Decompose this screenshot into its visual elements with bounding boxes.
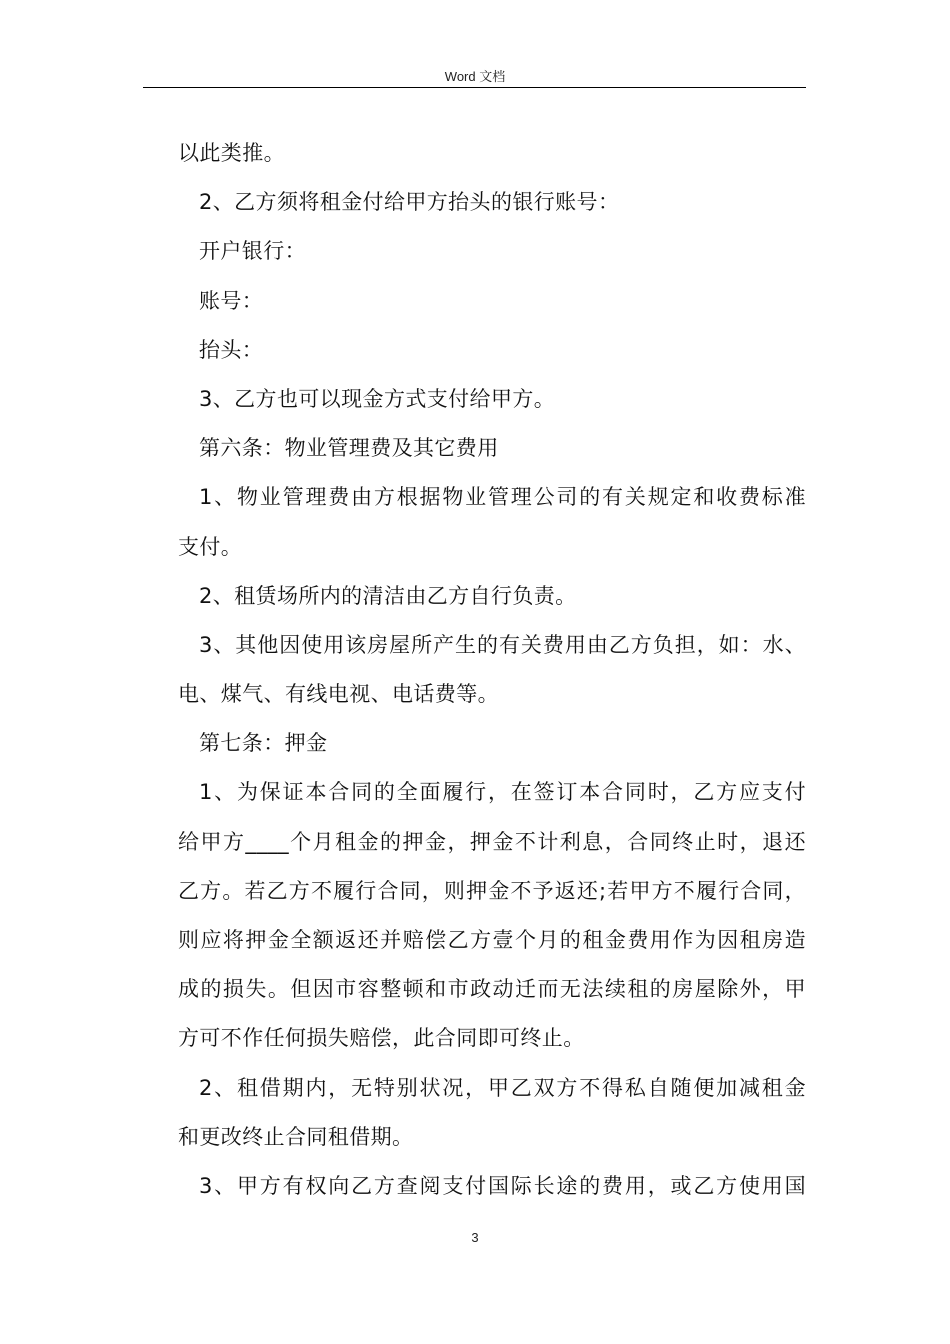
text-line: 开户银行： bbox=[199, 239, 306, 264]
text-line: 第七条：押金 bbox=[199, 731, 328, 756]
text-line: 支付。 bbox=[178, 534, 243, 559]
text-line: 方可不作任何损失赔偿，此合同即可终止。 bbox=[178, 1026, 585, 1051]
document-body bbox=[178, 129, 806, 1211]
text-line: 3、其他因使用该房屋所产生的有关费用由乙方负担，如：水、 bbox=[199, 632, 806, 657]
page-number: 3 bbox=[471, 1230, 479, 1245]
text-line: 1、物业管理费由方根据物业管理公司的有关规定和收费标准 bbox=[199, 485, 806, 510]
text-line: 2、租借期内，无特别状况，甲乙双方不得私自随便加减租金 bbox=[199, 1075, 806, 1100]
text-line: 成的损失。但因市容整顿和市政动迁而无法续租的房屋除外，甲 bbox=[178, 977, 806, 1002]
text-line: 2、乙方须将租金付给甲方抬头的银行账号： bbox=[199, 190, 620, 215]
text-line: 电、煤气、有线电视、电话费等。 bbox=[178, 682, 499, 707]
text-line: 乙方。若乙方不履行合同，则押金不予返还;若甲方不履行合同， bbox=[178, 878, 806, 903]
text-line: 3、乙方也可以现金方式支付给甲方。 bbox=[199, 386, 556, 411]
text-line: 账号： bbox=[199, 288, 264, 313]
text-line: 则应将押金全额返还并赔偿乙方壹个月的租金费用作为因租房造 bbox=[178, 928, 806, 952]
text-line: 抬头： bbox=[199, 337, 264, 362]
text-line: 给甲方____个月租金的押金，押金不计利息，合同终止时，退还 bbox=[178, 829, 806, 854]
text-line: 3、甲方有权向乙方查阅支付国际长途的费用，或乙方使用国 bbox=[199, 1173, 806, 1198]
header-divider bbox=[143, 87, 806, 88]
page-header: Word 文档 bbox=[444, 69, 506, 84]
text-line: 第六条：物业管理费及其它费用 bbox=[199, 436, 499, 461]
text-line: 1、为保证本合同的全面履行，在签订本合同时，乙方应支付 bbox=[199, 780, 806, 805]
text-line: 以此类推。 bbox=[178, 141, 285, 165]
text-line: 2、租赁场所内的清洁由乙方自行负责。 bbox=[199, 583, 577, 608]
text-line: 和更改终止合同租借期。 bbox=[178, 1124, 414, 1149]
